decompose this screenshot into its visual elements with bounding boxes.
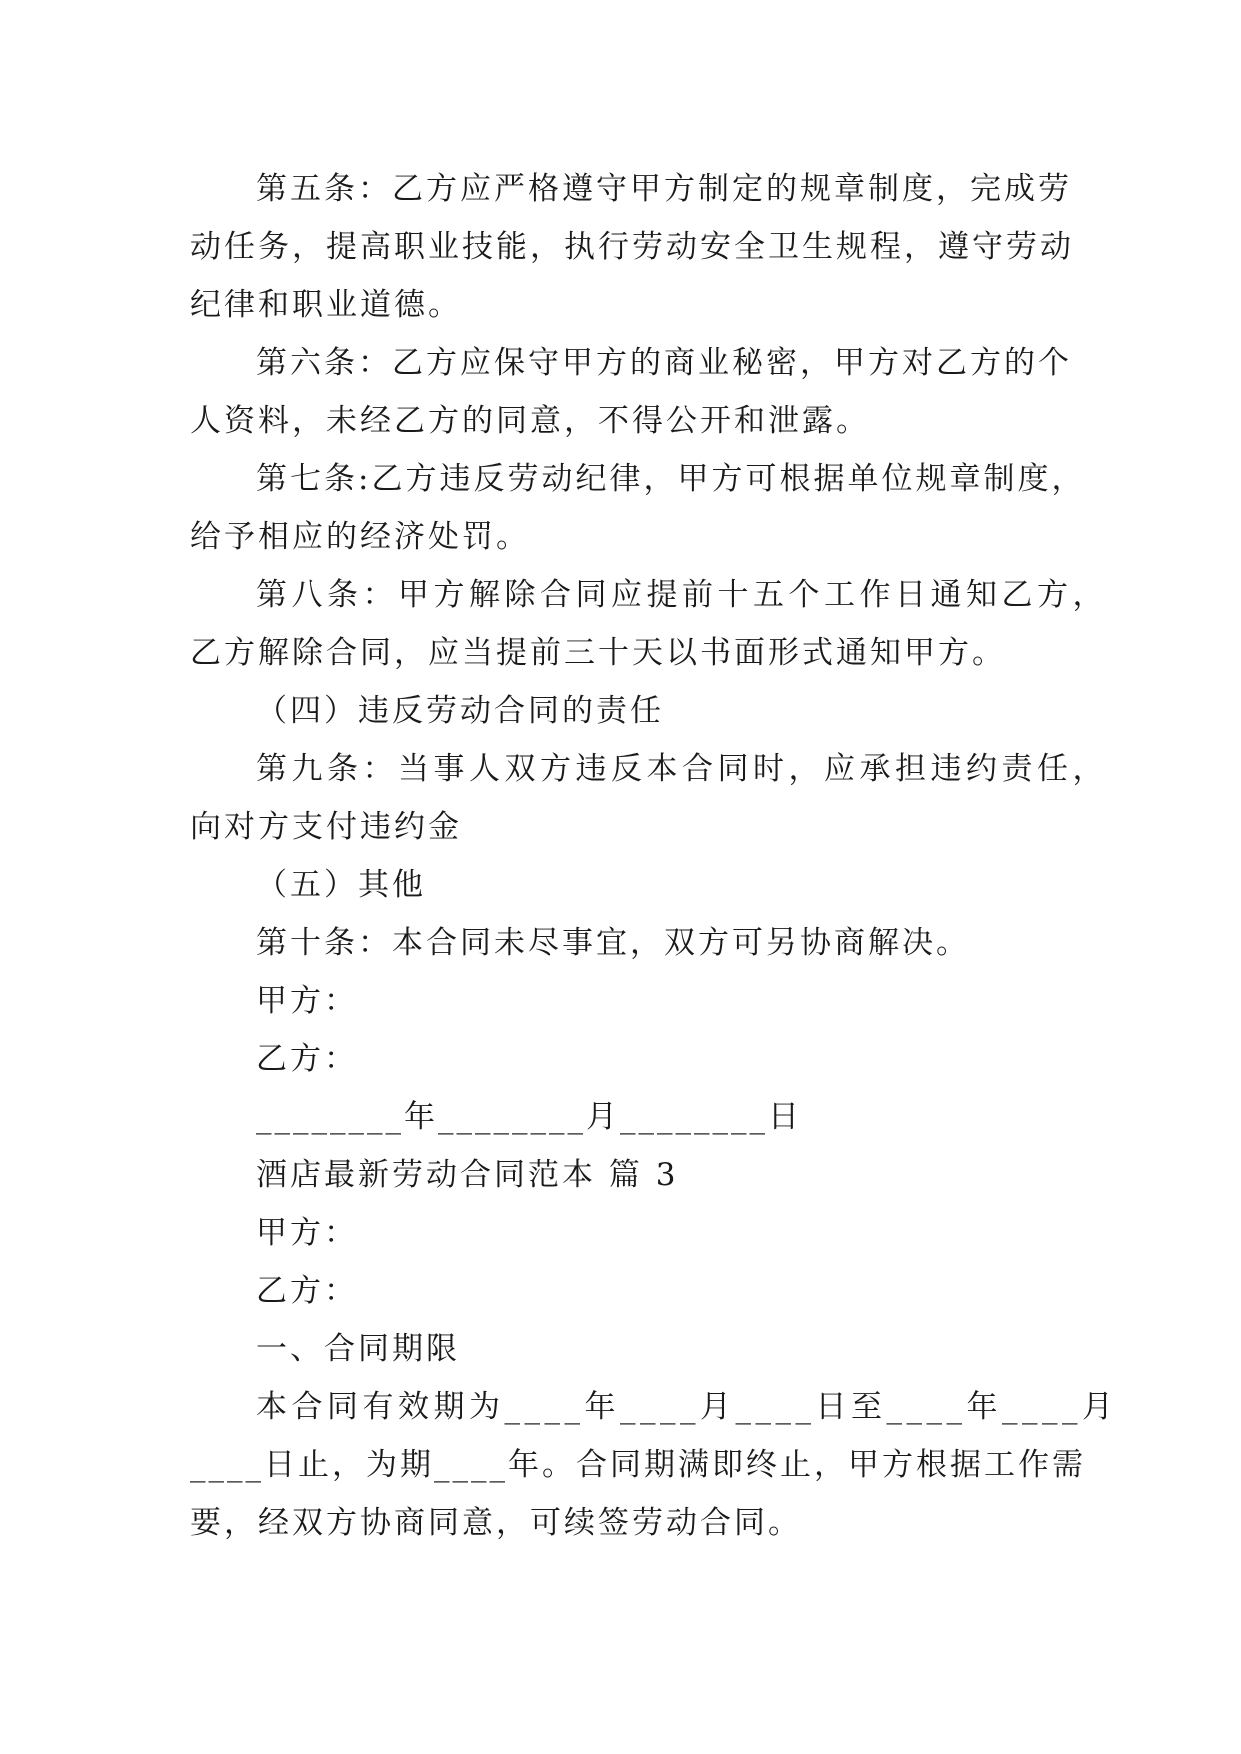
article-10-line-1: 第十条：本合同未尽事宜，双方可另协商解决。 <box>256 925 970 961</box>
party-a-label-2: 甲方： <box>256 1215 358 1251</box>
article-5-line-2: 动任务，提高职业技能，执行劳动安全卫生规程，遵守劳动 <box>190 229 1074 265</box>
article-8-line-1: 第八条：甲方解除合同应提前十五个工作日通知乙方， <box>256 577 1108 613</box>
article-5-line-1: 第五条：乙方应严格遵守甲方制定的规章制度，完成劳 <box>256 171 1072 207</box>
party-b-label-2: 乙方： <box>256 1273 358 1309</box>
article-7-line-2: 给予相应的经济处罚。 <box>190 519 530 555</box>
article-5-line-3: 纪律和职业道德。 <box>190 287 462 323</box>
article-9-line-1: 第九条：当事人双方违反本合同时，应承担违约责任， <box>256 751 1108 787</box>
article-8-line-2: 乙方解除合同，应当提前三十天以书面形式通知甲方。 <box>190 635 1006 671</box>
party-b-label: 乙方： <box>256 1041 358 1077</box>
section-4-heading: （四）违反劳动合同的责任 <box>256 693 664 729</box>
contract-term-line-1: 本合同有效期为____年____月____日至____年____月 <box>256 1389 1118 1425</box>
section-5-heading: （五）其他 <box>256 867 426 903</box>
template-title: 酒店最新劳动合同范本 篇 3 <box>256 1157 679 1193</box>
date-line: ________年________月________日 <box>256 1099 802 1135</box>
article-6-line-2: 人资料，未经乙方的同意，不得公开和泄露。 <box>190 403 870 439</box>
article-7-line-1: 第七条:乙方违反劳动纪律，甲方可根据单位规章制度， <box>256 461 1086 497</box>
party-a-label: 甲方： <box>256 983 358 1019</box>
contract-term-line-3: 要，经双方协商同意，可续签劳动合同。 <box>190 1505 802 1541</box>
document-page <box>190 160 1118 1552</box>
article-9-line-2: 向对方支付违约金 <box>190 809 462 845</box>
contract-term-heading: 一、合同期限 <box>256 1331 460 1367</box>
article-6-line-1: 第六条：乙方应保守甲方的商业秘密，甲方对乙方的个 <box>256 345 1072 381</box>
contract-term-line-2: ____日止，为期____年。合同期满即终止，甲方根据工作需 <box>190 1447 1086 1483</box>
